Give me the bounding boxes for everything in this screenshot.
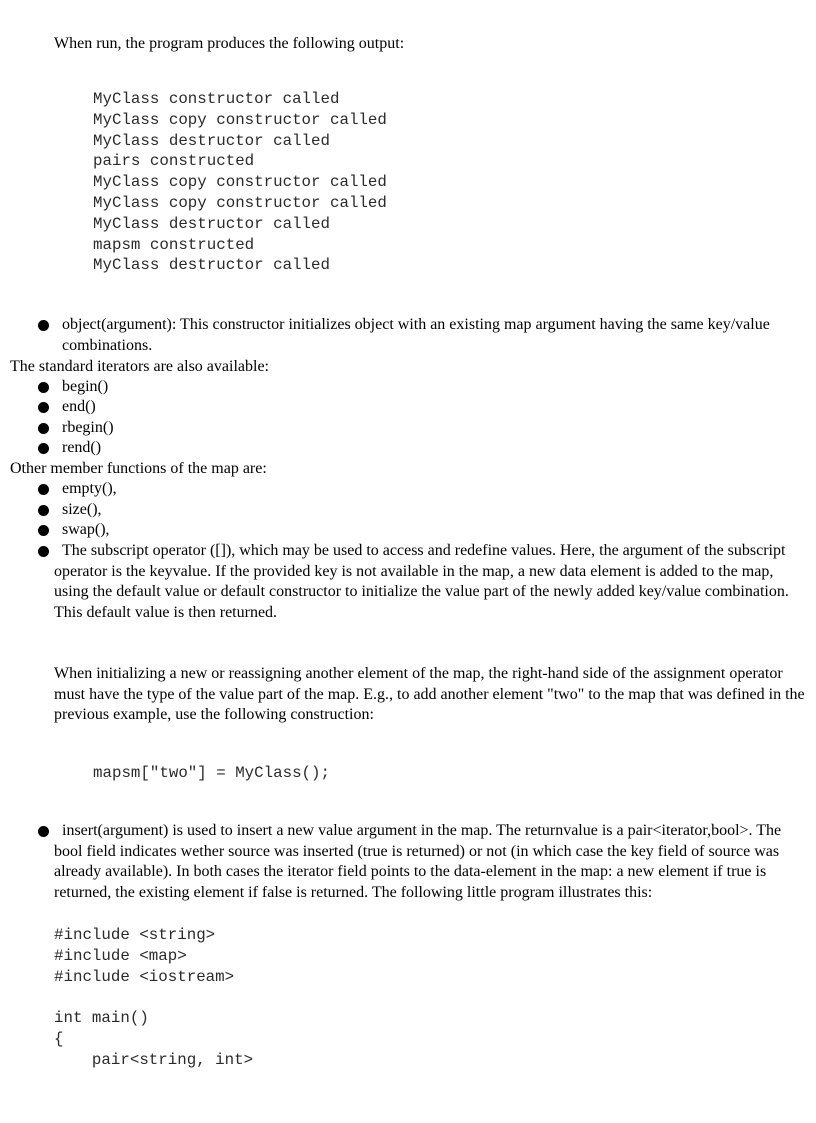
member-item: empty(), bbox=[62, 480, 117, 497]
output-code-block bbox=[93, 89, 387, 276]
bullet-icon bbox=[38, 525, 49, 536]
code-line: #include <map> bbox=[54, 946, 187, 965]
code-line: #include <iostream> bbox=[54, 967, 235, 986]
assign-paragraph: When initializing a new or reassigning another element of the map, the right-hand side of the assignment operator must have the type of the value part of the map. E.g., to add another element "two" to the map that was defined in the previous example, use the following construction: bbox=[54, 665, 805, 723]
code-line bbox=[54, 987, 253, 1008]
code-line: int main() bbox=[54, 1009, 149, 1028]
intro-text: When run, the program produces the following output: bbox=[54, 35, 405, 52]
insert-bullet-text: insert(argument) is used to insert a new value argument in the map. The returnvalue is a pair<iterator,bool>. The bool field indicates wether source was inserted (true is returned) or not (in which case the key field of source was already available). In both cases the iterator field points to the data-element in the map: a new element if true is returned, the existing element if false is returned. The following little program illustrates this: bbox=[54, 822, 782, 901]
code-line: MyClass constructor called bbox=[93, 90, 340, 108]
member-item: size(), bbox=[62, 501, 102, 518]
member-item: swap(), bbox=[62, 521, 110, 538]
code-line: mapsm constructed bbox=[93, 235, 255, 254]
code-line: MyClass destructor called bbox=[93, 256, 330, 275]
code-line: MyClass destructor called bbox=[93, 131, 330, 150]
iterators-heading: The standard iterators are also available: bbox=[10, 358, 269, 375]
subscript-bullet-text: The subscript operator ([]), which may be used to access and redefine values. Here, the argument of the subscript operator is the keyvalue. If the provided key is not available in the map, a new data element is added to the map, using the default value or default constructor to initialize the value part of the newly added key/value combination. This default value is then returned. bbox=[54, 542, 789, 621]
bullet-icon bbox=[38, 423, 49, 434]
code-line: #include <string> bbox=[54, 926, 216, 944]
bullet-icon bbox=[38, 484, 49, 495]
iterator-item: rbegin() bbox=[62, 419, 114, 436]
bullet-icon bbox=[38, 546, 49, 557]
bullet-icon bbox=[38, 382, 49, 393]
iterator-item: begin() bbox=[62, 378, 109, 395]
object-bullet-text: object(argument): This constructor initializes object with an existing map argument having the same key/value combinations. bbox=[62, 316, 770, 354]
bullet-icon bbox=[38, 320, 49, 331]
iterator-item: rend() bbox=[62, 439, 102, 456]
code-line: pair<string, int> bbox=[54, 1050, 254, 1069]
code-line: MyClass copy constructor called bbox=[93, 173, 387, 192]
bullet-icon bbox=[38, 505, 49, 516]
bullet-icon bbox=[38, 402, 49, 413]
code-line: MyClass destructor called bbox=[93, 214, 330, 233]
bullet-icon bbox=[38, 443, 49, 454]
code-line: { bbox=[54, 1029, 64, 1048]
iterator-item: end() bbox=[62, 398, 96, 415]
code-line: MyClass copy constructor called bbox=[93, 110, 387, 129]
assign-code: mapsm["two"] = MyClass(); bbox=[93, 764, 330, 782]
code-line: MyClass copy constructor called bbox=[93, 193, 387, 212]
code-line: pairs constructed bbox=[93, 152, 255, 171]
program-code-block bbox=[54, 925, 253, 1071]
bullet-icon bbox=[38, 826, 49, 837]
members-heading: Other member functions of the map are: bbox=[10, 460, 267, 477]
